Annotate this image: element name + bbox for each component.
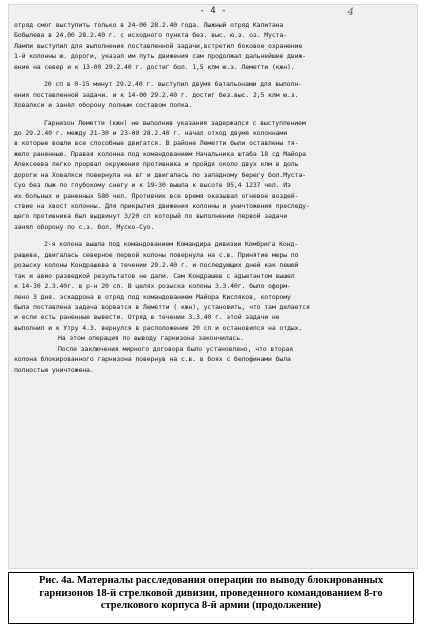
text-line: колона блокированного гарнизона повернув на с.в. в боях с белофинами была	[14, 355, 291, 364]
text-line: лено 3 дня. эскадрона в отряд под командованием Майора Кисляков, которому	[14, 292, 291, 301]
text-line: Лампи выступил для выполнения поставленной задачи,встретил боковое охранение	[14, 41, 303, 50]
page-number: - 4 -	[199, 6, 227, 16]
text-line: в которые вошли все способные двигатся. В районе Леметти были оставлены тя-	[14, 139, 299, 148]
caption-line: гарнизонов 18-й стрелковой дивизии, проведенного командованием 8-го	[39, 587, 383, 599]
text-line: ращева, двигалась северное первой колоны повернула на с.в. Принятие меры по	[14, 250, 299, 259]
text-line: Ховалкси и занял оборону полным составом полка.	[14, 101, 193, 110]
text-line: выполнил и к Утру 4.3. вернулся в расположение 20 сп и остановился на отдых.	[14, 323, 303, 332]
text-line: На этом операция по выводу гарнизона закончилась.	[58, 334, 244, 343]
text-line: 20 сп в 0-15 минут 29.2.40 г. выступил двумя батальонами для выполн-	[44, 80, 302, 89]
paragraph-gap	[14, 111, 412, 118]
text-line: Гарнизон Леметти (кжн) не выполнив указания задержался с выступлением	[44, 118, 306, 127]
text-line: жело раненные. Правая колонна под командованием Начальника штаба 18 сд Майора	[14, 149, 306, 158]
text-line: 2-я колона вышла под командованием Командира дивизии Комбрига Конд-	[44, 240, 299, 249]
text-line: После заключения мирного договора было установлено, что вторая	[58, 344, 294, 353]
text-line: их больных и раненных 580 чел. Противник все время оказывал огневое воздей-	[14, 191, 299, 200]
text-line: щего противника был выдвинут 3/20 сп который по выполнении первой задачи	[14, 212, 287, 221]
text-line: Бобылева в 24.00 28.2.40 г. с исходного пункта без. выс. ю.з. оз. Муста-	[14, 31, 287, 40]
paragraph-gap	[14, 72, 412, 79]
text-line: Алексеева легко прорвал окружения противника и пройдя около двух клм в доль	[14, 160, 299, 169]
text-line: так и авио разведкой результатов не дали. Сам Кондрашев с адъютантом вышел	[14, 271, 295, 280]
text-line: до 29.2.40 г. между 21-30 и 23-00 28.2.40 г. начал отход двумя колоннами	[14, 128, 287, 137]
document-page	[8, 4, 418, 569]
text-line: розыску колоны Кондрашева в течении 29.2.40 г. и последующих дней как пешей	[14, 261, 299, 270]
handwritten-page-mark: 4	[347, 7, 354, 18]
text-line: полностью уничтожена.	[14, 365, 94, 374]
text-line: 1-й колонны ю. дороги, указал им путь движения сам продолжал дальнейшее движ-	[14, 52, 306, 61]
document-body	[14, 20, 412, 375]
text-line: и если есть раненные вывести. Отряд в течении 3.3.40 г. этой задачи не	[14, 313, 280, 322]
text-line: к 14-30 2.3.40г. в р-н 20 сп. В целях розыска колоны 3.3.40г. было оформ-	[14, 282, 291, 291]
caption-line: стрелкового корпуса 8-й армии (продолжение)	[100, 600, 322, 612]
text-line: отряд смог выступить только в 24-00 28.2.40 года. Лыжный отряд Капитана	[14, 21, 284, 29]
caption-line: Рис. 4а. Материалы расследования операции по выводу блокированных	[38, 575, 384, 586]
text-line: была поставлена задача ворватся в Леметти ( кжн), установить, что там делается	[14, 302, 310, 311]
text-line: ение на север и к 13-00 29.2.40 г. достиг бол. 1,5 клм ю.з. Леметти (кжн).	[14, 62, 295, 71]
figure-caption	[8, 572, 414, 624]
text-line: ения поставленной задачи. и к 14-00 29.2.40 г. достиг без.выс. 2,5 клм ю.з.	[14, 90, 299, 99]
paragraph-gap	[14, 232, 412, 239]
text-line: занял оборону по с.з. бол. Муско-Суо.	[14, 222, 155, 231]
text-line: ствие на хвост колонны. Для прикрытия движения колонны и уничтожения преследу-	[14, 202, 310, 210]
text-line: Суо без лыж по глубокому снегу и к 19-30 вышла к высоте 95,4 1237 чел. Из	[14, 181, 291, 190]
text-line: дороги на Ховалкси повернула на вг и двигалась по западному берегу бол.Муста-	[14, 170, 306, 179]
